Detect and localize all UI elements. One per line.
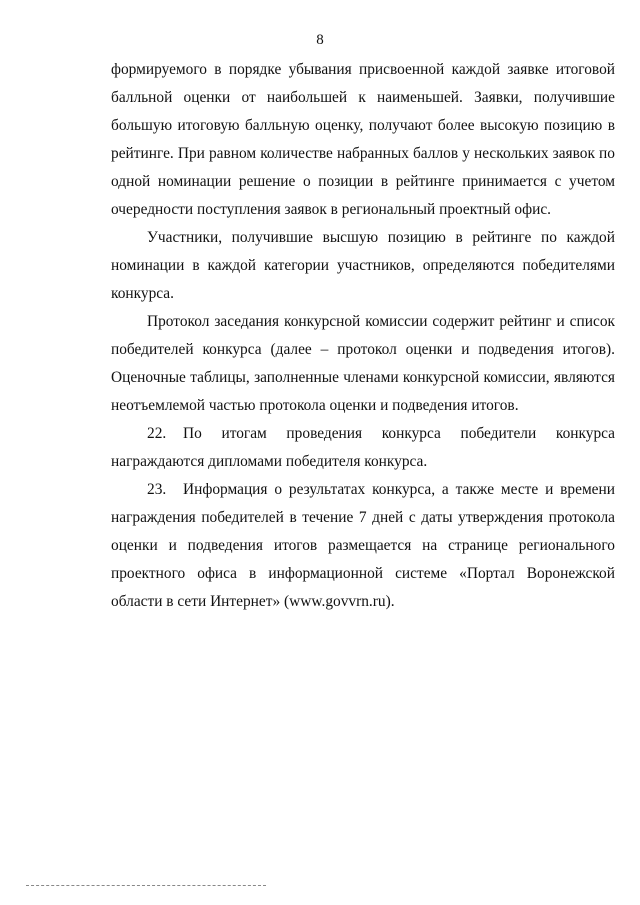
page-number: 8 <box>316 32 324 48</box>
item-22-number: 22. <box>147 425 167 442</box>
item-22-text: По итогам проведения конкурса победители конкурса награждаются дипломами победителя конкурса. <box>111 425 615 470</box>
paragraph-rating-order: формируемого в порядке убывания присвоенной каждой заявке итоговой балльной оценки от наибольшей к наименьшей. Заявки, получившие большую итоговую балльную оценку, получают более высокую позицию в рейтинге. При равном количестве набранных баллов у нескольких заявок по одной номинации решение о позиции в рейтинге принимается с учетом очередности поступления заявок в региональный проектный офис. <box>111 61 615 218</box>
paragraph-protocol: Протокол заседания конкурсной комиссии содержит рейтинг и список победителей конкурса (далее – протокол оценки и подведения итогов). Оценочные таблицы, заполненные членами конкурсной комиссии, являются неотъемлемой частью протокола оценки и подведения итогов. <box>111 313 615 414</box>
item-23-text: Информация о результатах конкурса, а также месте и времени награждения победителей в течение 7 дней с даты утверждения протокола оценки и подведения итогов размещается на странице регионального проектного офиса в информационной системе «Портал Воронежской области в сети Интернет» (www.govvrn.ru). <box>111 481 615 610</box>
item-23-number: 23. <box>147 481 167 498</box>
paragraph-winners: Участники, получившие высшую позицию в рейтинге по каждой номинации в каждой категории участников, определяются победителями конкурса. <box>111 229 615 302</box>
item-22 <box>111 420 615 476</box>
footer-divider <box>26 885 266 886</box>
document-body <box>111 56 615 616</box>
item-23 <box>111 476 615 616</box>
